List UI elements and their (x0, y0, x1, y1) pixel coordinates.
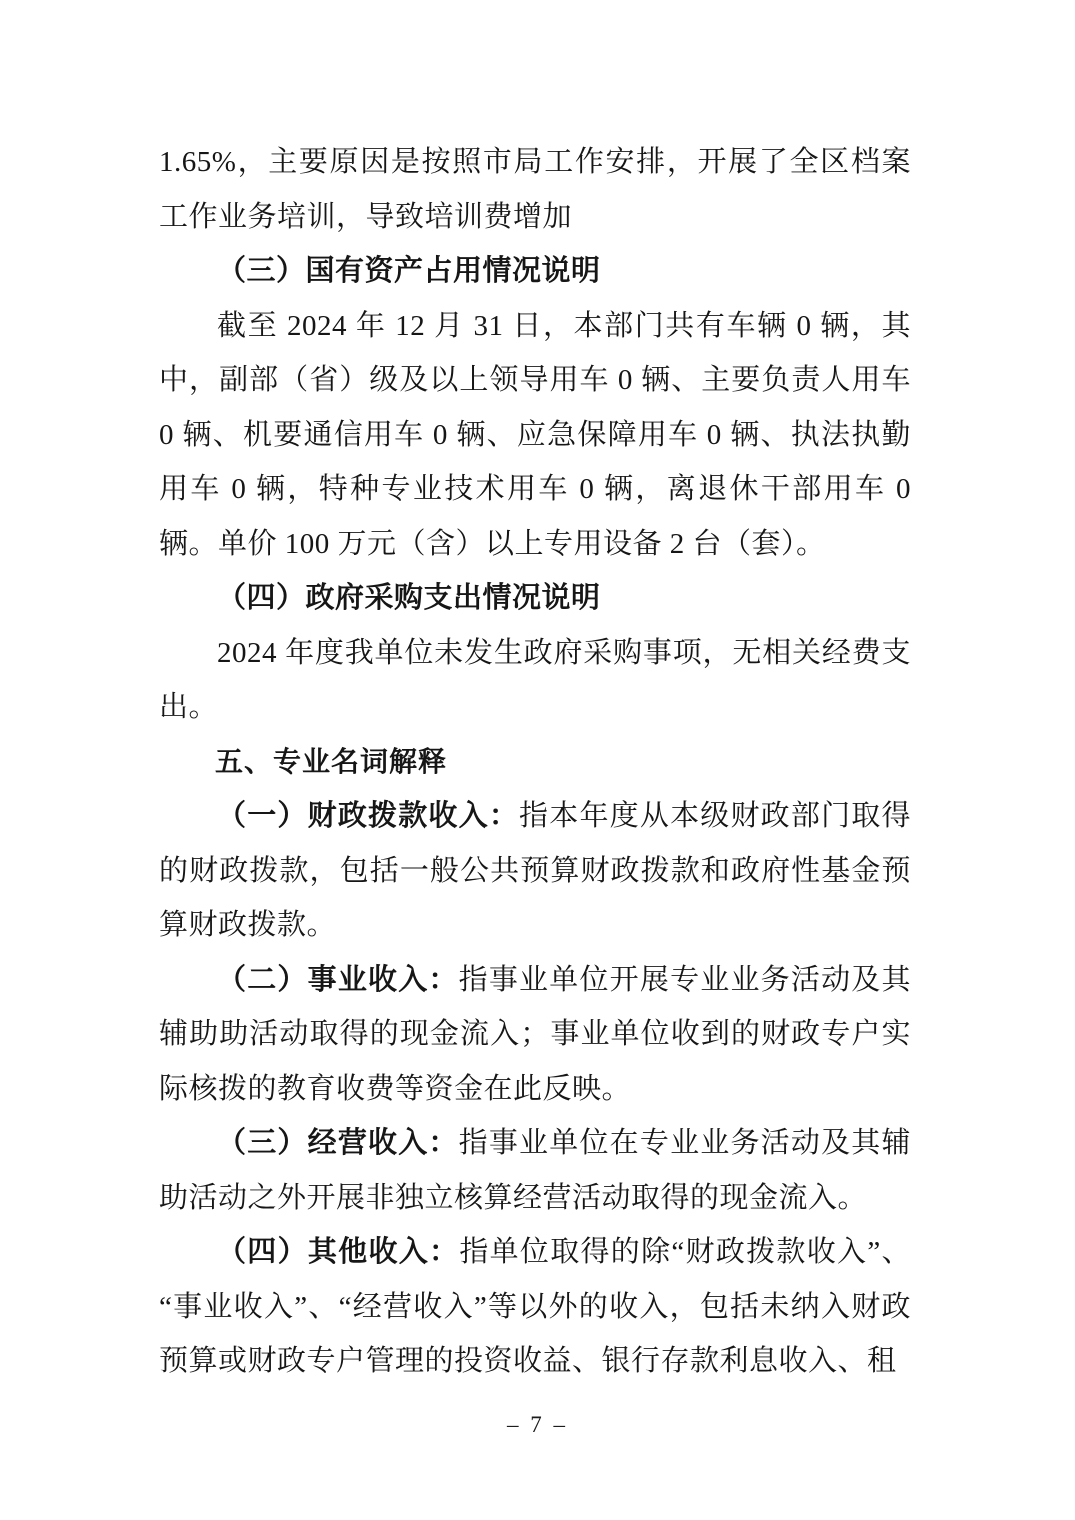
section-heading-glossary: 五、专业名词解释 (215, 745, 448, 777)
document-body (159, 135, 911, 1389)
paragraph-continuation: 1.65%，主要原因是按照市局工作安排，开展了全区档案工作业务培训，导致培训费增加 (159, 146, 911, 233)
term-definition-business-income (159, 1116, 911, 1225)
term-text: 指本年度从本级财政部门取得的财政拨款，包括一般公共预算财政拨款和政府性基金预算财政拨款。 (159, 800, 911, 941)
term-definition-other-income (159, 1225, 911, 1389)
term-definition-operating-income (159, 953, 911, 1117)
term-text: 指单位取得的除“财政拨款收入”、“事业收入”、“经营收入”等以外的收入，包括未纳入财政预算或财政专户管理的投资收益、银行存款利息收入、租 (159, 1236, 911, 1377)
page-number: – 7 – (507, 1412, 568, 1437)
term-lead: （二）事业收入： (217, 963, 459, 996)
term-definition-fiscal-appropriation (159, 789, 911, 953)
paragraph-procurement: 2024 年度我单位未发生政府采购事项，无相关经费支出。 (159, 636, 911, 723)
section-heading-procurement: （四）政府采购支出情况说明 (217, 582, 601, 614)
term-text: 指事业单位在专业业务活动及其辅助活动之外开展非独立核算经营活动取得的现金流入。 (159, 1127, 911, 1214)
term-lead: （三）经营收入： (217, 1127, 459, 1159)
section-heading-state-assets: （三）国有资产占用情况说明 (217, 255, 601, 287)
paragraph-vehicles: 截至 2024 年 12 月 31 日，本部门共有车辆 0 辆，其中，副部（省）级及以上领导用车 0 辆、主要负责人用车 0 辆、机要通信用车 0 辆、应急保障用车 0 辆、执法执勤用车 0 辆，特种专业技术用车 0 辆，离退休干部用车 0 辆。单价 100 万元（含）以上专用设备 2 台（套）。 (159, 309, 911, 560)
term-text: 指事业单位开展专业业务活动及其辅助助活动取得的现金流入；事业单位收到的财政专户实际核拨的教育收费等资金在此反映。 (159, 963, 911, 1105)
term-lead: （四）其他收入： (217, 1236, 460, 1268)
term-lead: （一）财政拨款收入： (217, 800, 520, 832)
